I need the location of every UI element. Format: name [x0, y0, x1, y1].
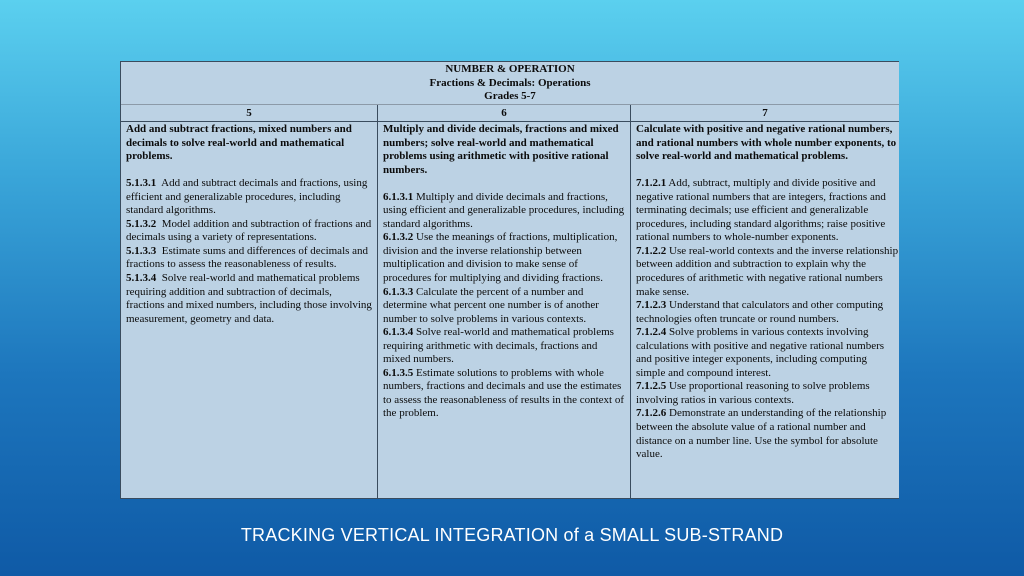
standard-code: 5.1.3.1 [126, 177, 157, 190]
standard-text: Solve real-world and mathematical problems requiring arithmetic with decimals, fractions and mixed numbers. [383, 326, 614, 366]
standard-item [126, 245, 373, 272]
substrand-title: Fractions & Decimals: Operations [429, 76, 591, 89]
grade-6-column [378, 122, 631, 498]
standard-code: 7.1.2.2 [636, 244, 667, 257]
standard-code: 6.1.3.4 [383, 326, 414, 339]
standard-code: 7.1.2.4 [636, 326, 667, 339]
benchmark-title: Multiply and divide decimals, fractions and mixed numbers; solve real-world and mathematical problems using arithmetic with positive rational numbers. [383, 123, 619, 176]
table-header [121, 62, 899, 104]
standard-code: 7.1.2.6 [636, 407, 667, 420]
standard-item [636, 177, 899, 245]
standard-text: Multiply and divide decimals and fractions, using efficient and generalizable procedures, including standard algorithms. [383, 190, 625, 230]
strand-title: NUMBER & OPERATION [445, 63, 575, 75]
standard-code: 7.1.2.5 [636, 380, 667, 393]
benchmark-title: Calculate with positive and negative rational numbers, and rational numbers with whole number exponents, to solve real-world and mathematical problems. [636, 123, 897, 163]
standard-text: Demonstrate an understanding of the relationship between the absolute value of a rational number and distance on a number line. Use the symbol for absolute value. [636, 407, 887, 461]
grade-6-heading: 6 [378, 105, 631, 121]
grade-5-column [121, 122, 378, 498]
standard-item [383, 231, 626, 285]
standard-item [126, 272, 373, 326]
grade-5-heading: 5 [121, 105, 378, 121]
standards-table [120, 61, 899, 499]
standard-item [383, 367, 626, 421]
standard-item [383, 326, 626, 367]
standard-text: Use the meanings of fractions, multiplication, division and the inverse relationship between multiplication and division to make sense of procedures for multiplying and dividing fractions. [383, 231, 618, 285]
standard-text: Add and subtract decimals and fractions, using efficient and generalizable procedures, including standard algorithms. [126, 177, 368, 217]
standard-text: Model addition and subtraction of fractions and decimals using a variety of representations. [126, 217, 372, 244]
standard-text: Solve problems in various contexts involving calculations with positive and negative rational numbers and positive integer exponents, including computing simple and compound interest. [636, 326, 885, 379]
standard-item [636, 299, 899, 326]
standard-text: Estimate solutions to problems with whole numbers, fractions and decimals and use the estimates to assess the reasonableness of results in the context of the problem. [383, 366, 625, 420]
standard-code: 7.1.2.3 [636, 299, 667, 312]
standard-code: 5.1.3.2 [126, 217, 157, 230]
standard-code: 6.1.3.3 [383, 285, 414, 298]
slide-title: TRACKING VERTICAL INTEGRATION of a SMALL SUB-STRAND [240, 525, 784, 545]
grade-7-heading: 7 [762, 107, 768, 119]
grade-range: Grades 5-7 [484, 90, 536, 102]
standard-text: Solve real-world and mathematical problems requiring addition and subtraction of decimals, fractions and mixed numbers, including those involving measurement, geometry and data. [126, 272, 372, 325]
standard-item [126, 177, 373, 218]
standard-text: Add, subtract, multiply and divide positive and negative rational numbers that are integers, fractions and terminating decimals; use efficient and generalizable procedures, including standard algorithms; raise positive rational numbers to whole-number exponents. [636, 177, 886, 244]
grade-row [121, 104, 899, 122]
standard-code: 6.1.3.2 [383, 231, 414, 244]
standard-item [636, 245, 899, 299]
grade-7-column [631, 122, 899, 498]
standard-item [126, 218, 373, 245]
standard-text: Use real-world contexts and the inverse relationship between addition and subtraction to explain why the procedures of arithmetic with negative rational numbers make sense. [636, 244, 899, 298]
standard-item [383, 286, 626, 327]
benchmark-title: Add and subtract fractions, mixed numbers and decimals to solve real-world and mathematical problems. [126, 123, 352, 163]
standard-code: 5.1.3.4 [126, 272, 157, 285]
standard-item [383, 191, 626, 232]
standard-text: Estimate sums and differences of decimals and fractions to assess the reasonableness of results. [126, 244, 369, 271]
standard-text: Use proportional reasoning to solve problems involving ratios in various contexts. [636, 380, 870, 406]
standard-text: Understand that calculators and other computing technologies often truncate or round numbers. [636, 299, 884, 325]
standard-item [636, 380, 899, 407]
standard-code: 7.1.2.1 [636, 177, 667, 190]
standard-item [636, 407, 899, 461]
standard-code: 6.1.3.1 [383, 190, 414, 203]
standard-code: 6.1.3.5 [383, 366, 414, 379]
standard-code: 5.1.3.3 [126, 244, 157, 257]
standard-item [636, 326, 899, 380]
standards-columns [121, 122, 899, 498]
standard-text: Calculate the percent of a number and determine what percent one number is of another number to solve problems in various contexts. [383, 285, 599, 325]
